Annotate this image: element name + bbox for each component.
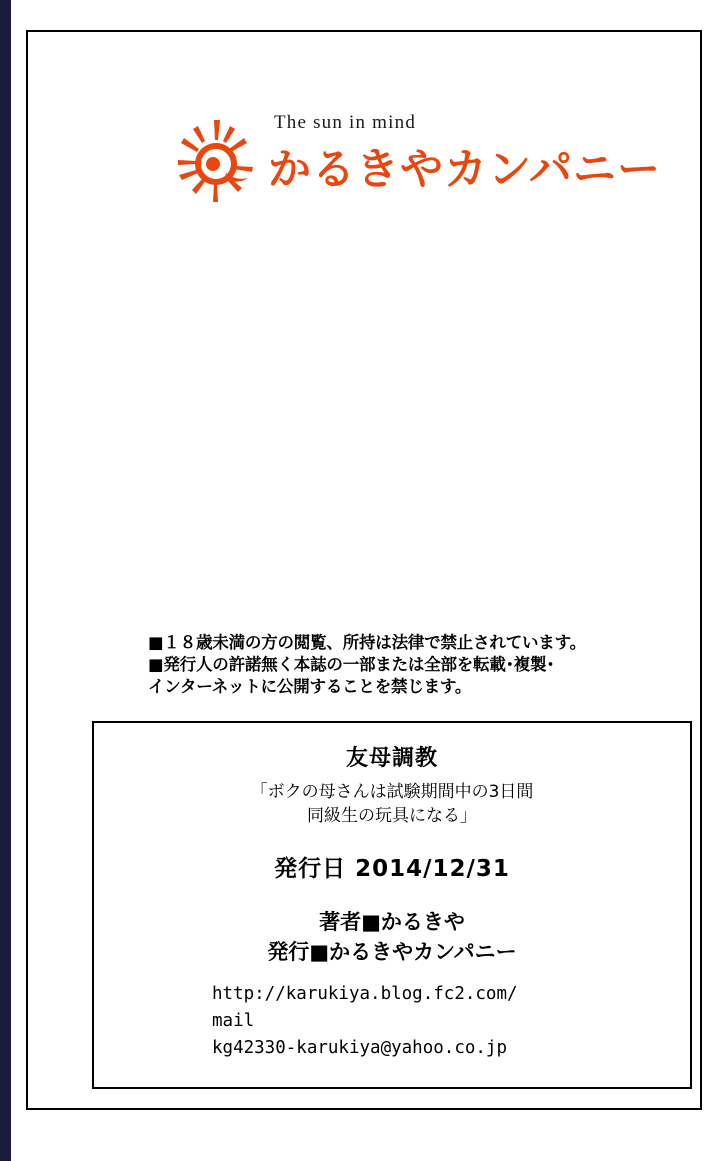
work-subtitle-line-1: 「ボクの母さんは試験期間中の3日間 bbox=[250, 782, 534, 802]
mail-label: mail bbox=[212, 1011, 255, 1031]
publisher-line: 発行■かるきやカンパニー bbox=[267, 940, 517, 964]
left-edge-band bbox=[0, 0, 11, 1161]
credits bbox=[94, 907, 690, 967]
work-title: 友母調教 bbox=[345, 746, 438, 771]
author-line: 著者■かるきや bbox=[319, 910, 465, 934]
website-url[interactable]: http://karukiya.blog.fc2.com/ bbox=[212, 984, 518, 1004]
legal-notice bbox=[148, 632, 668, 698]
notice-line-1: ■１８歳未満の方の閲覧、所持は法律で禁止されています。 bbox=[148, 633, 586, 652]
mail-address[interactable]: kg42330-karukiya@yahoo.co.jp bbox=[212, 1038, 508, 1058]
publisher-logo bbox=[168, 112, 661, 222]
page-frame bbox=[26, 30, 702, 1110]
notice-line-3: インターネットに公開することを禁じます。 bbox=[148, 677, 472, 696]
colophon-box bbox=[92, 721, 692, 1089]
contact-links bbox=[94, 981, 690, 1062]
work-subtitle-line-2: 同級生の玩具になる」 bbox=[307, 806, 477, 826]
logo-name: かるきやカンパニー bbox=[268, 145, 661, 195]
notice-line-2: ■発行人の許諾無く本誌の一部または全部を転載･複製･ bbox=[148, 655, 555, 674]
bottom-edge bbox=[11, 1119, 728, 1133]
sun-icon bbox=[168, 116, 264, 212]
publish-date: 発行日 2014/12/31 bbox=[274, 856, 510, 882]
work-subtitle bbox=[94, 780, 690, 828]
logo-tagline: The sun in mind bbox=[274, 112, 417, 133]
